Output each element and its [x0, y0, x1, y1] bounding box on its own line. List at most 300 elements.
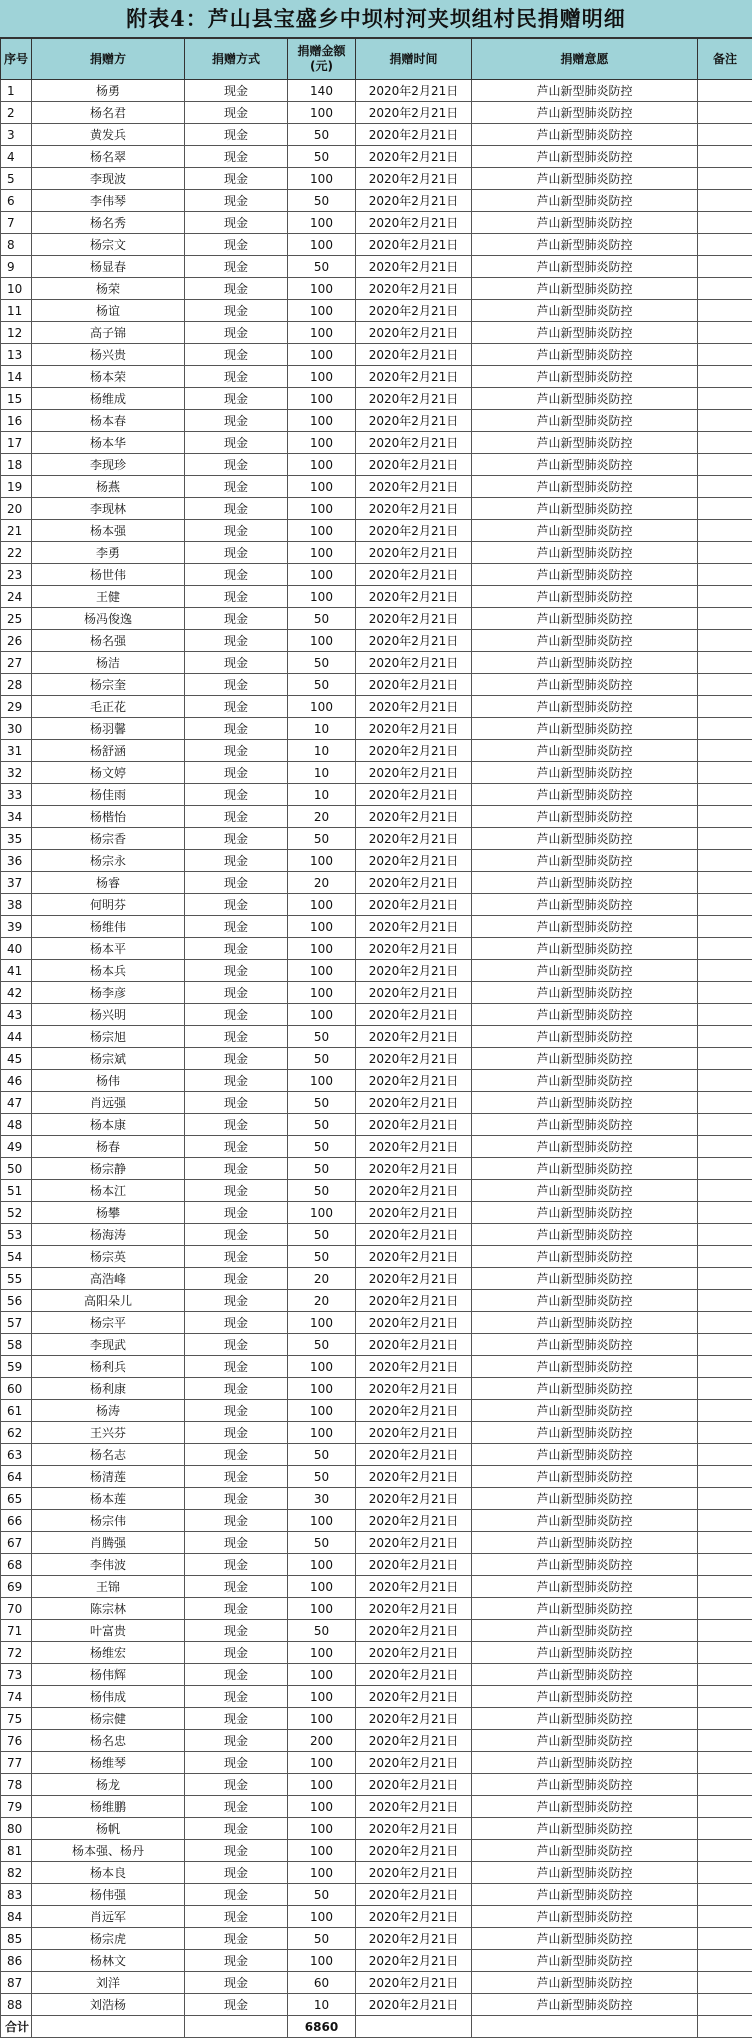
- remarks-cell: [698, 1400, 752, 1422]
- date-cell: 2020年2月21日: [356, 256, 472, 278]
- method-cell: 现金: [185, 1004, 288, 1026]
- seq-cell: 9: [1, 256, 32, 278]
- date-cell: 2020年2月21日: [356, 1928, 472, 1950]
- intent-cell: 芦山新型肺炎防控: [472, 652, 698, 674]
- method-cell: 现金: [185, 80, 288, 102]
- date-cell: 2020年2月21日: [356, 168, 472, 190]
- total-row: [1, 2016, 752, 2038]
- table-row: [1, 1202, 752, 1224]
- table-row: [1, 1642, 752, 1664]
- amount-cell: 10: [288, 718, 356, 740]
- donor-cell: 肖远强: [32, 1092, 185, 1114]
- method-cell: 现金: [185, 916, 288, 938]
- table-row: [1, 432, 752, 454]
- date-cell: 2020年2月21日: [356, 1774, 472, 1796]
- seq-cell: 24: [1, 586, 32, 608]
- intent-cell: 芦山新型肺炎防控: [472, 1048, 698, 1070]
- intent-cell: 芦山新型肺炎防控: [472, 784, 698, 806]
- donor-cell: 杨本莲: [32, 1488, 185, 1510]
- amount-cell: 100: [288, 1818, 356, 1840]
- seq-cell: 59: [1, 1356, 32, 1378]
- header-amount-line1: 捐赠金额: [297, 44, 346, 58]
- table-row: [1, 190, 752, 212]
- donor-cell: 杨楷怡: [32, 806, 185, 828]
- intent-cell: 芦山新型肺炎防控: [472, 1422, 698, 1444]
- seq-cell: 50: [1, 1158, 32, 1180]
- method-cell: 现金: [185, 1312, 288, 1334]
- amount-cell: 100: [288, 960, 356, 982]
- intent-cell: 芦山新型肺炎防控: [472, 564, 698, 586]
- amount-cell: 50: [288, 1444, 356, 1466]
- amount-cell: 30: [288, 1488, 356, 1510]
- donor-cell: 杨龙: [32, 1774, 185, 1796]
- donor-cell: 杨睿: [32, 872, 185, 894]
- seq-cell: 10: [1, 278, 32, 300]
- donor-cell: 杨宗虎: [32, 1928, 185, 1950]
- date-cell: 2020年2月21日: [356, 1158, 472, 1180]
- date-cell: 2020年2月21日: [356, 850, 472, 872]
- table-row: [1, 696, 752, 718]
- intent-cell: 芦山新型肺炎防控: [472, 608, 698, 630]
- method-cell: 现金: [185, 1994, 288, 2016]
- table-row: [1, 124, 752, 146]
- intent-cell: 芦山新型肺炎防控: [472, 168, 698, 190]
- intent-cell: 芦山新型肺炎防控: [472, 1884, 698, 1906]
- amount-cell: 60: [288, 1972, 356, 1994]
- date-cell: 2020年2月21日: [356, 784, 472, 806]
- intent-cell: 芦山新型肺炎防控: [472, 1862, 698, 1884]
- amount-cell: 100: [288, 1708, 356, 1730]
- donor-cell: 王兴芬: [32, 1422, 185, 1444]
- donor-cell: 杨舒涵: [32, 740, 185, 762]
- remarks-cell: [698, 1356, 752, 1378]
- date-cell: 2020年2月21日: [356, 1180, 472, 1202]
- amount-cell: 100: [288, 388, 356, 410]
- method-cell: 现金: [185, 1752, 288, 1774]
- amount-cell: 50: [288, 1114, 356, 1136]
- method-cell: 现金: [185, 432, 288, 454]
- intent-cell: 芦山新型肺炎防控: [472, 1972, 698, 1994]
- table-row: [1, 652, 752, 674]
- amount-cell: 100: [288, 366, 356, 388]
- intent-cell: 芦山新型肺炎防控: [472, 1268, 698, 1290]
- date-cell: 2020年2月21日: [356, 498, 472, 520]
- method-cell: 现金: [185, 1730, 288, 1752]
- seq-cell: 29: [1, 696, 32, 718]
- intent-cell: 芦山新型肺炎防控: [472, 432, 698, 454]
- remarks-cell: [698, 520, 752, 542]
- method-cell: 现金: [185, 982, 288, 1004]
- remarks-cell: [698, 1158, 752, 1180]
- method-cell: 现金: [185, 1422, 288, 1444]
- seq-cell: 13: [1, 344, 32, 366]
- date-cell: 2020年2月21日: [356, 278, 472, 300]
- seq-cell: 49: [1, 1136, 32, 1158]
- seq-cell: 27: [1, 652, 32, 674]
- table-row: [1, 300, 752, 322]
- intent-cell: 芦山新型肺炎防控: [472, 1994, 698, 2016]
- seq-cell: 87: [1, 1972, 32, 1994]
- seq-cell: 77: [1, 1752, 32, 1774]
- table-row: [1, 1334, 752, 1356]
- donor-cell: 黄发兵: [32, 124, 185, 146]
- donor-cell: 刘浩杨: [32, 1994, 185, 2016]
- seq-cell: 43: [1, 1004, 32, 1026]
- table-row: [1, 1928, 752, 1950]
- seq-cell: 36: [1, 850, 32, 872]
- method-cell: 现金: [185, 1378, 288, 1400]
- intent-cell: 芦山新型肺炎防控: [472, 1774, 698, 1796]
- table-row: [1, 1862, 752, 1884]
- table-row: [1, 102, 752, 124]
- table-row: [1, 1092, 752, 1114]
- amount-cell: 100: [288, 1906, 356, 1928]
- amount-cell: 50: [288, 1048, 356, 1070]
- date-cell: 2020年2月21日: [356, 1796, 472, 1818]
- table-row: [1, 344, 752, 366]
- intent-cell: 芦山新型肺炎防控: [472, 1488, 698, 1510]
- seq-cell: 37: [1, 872, 32, 894]
- intent-cell: 芦山新型肺炎防控: [472, 1620, 698, 1642]
- date-cell: 2020年2月21日: [356, 234, 472, 256]
- amount-cell: 100: [288, 278, 356, 300]
- donor-cell: 杨本江: [32, 1180, 185, 1202]
- method-cell: 现金: [185, 828, 288, 850]
- method-cell: 现金: [185, 938, 288, 960]
- remarks-cell: [698, 1246, 752, 1268]
- table-row: [1, 1972, 752, 1994]
- table-row: [1, 212, 752, 234]
- table-row: [1, 1400, 752, 1422]
- amount-cell: 50: [288, 1136, 356, 1158]
- donor-cell: 杨冯俊逸: [32, 608, 185, 630]
- seq-cell: 19: [1, 476, 32, 498]
- amount-cell: 50: [288, 1884, 356, 1906]
- date-cell: 2020年2月21日: [356, 1004, 472, 1026]
- table-row: [1, 718, 752, 740]
- amount-cell: 100: [288, 102, 356, 124]
- intent-cell: 芦山新型肺炎防控: [472, 1532, 698, 1554]
- method-cell: 现金: [185, 762, 288, 784]
- donor-cell: 杨洁: [32, 652, 185, 674]
- intent-cell: 芦山新型肺炎防控: [472, 806, 698, 828]
- remarks-cell: [698, 1026, 752, 1048]
- remarks-cell: [698, 1422, 752, 1444]
- date-cell: 2020年2月21日: [356, 872, 472, 894]
- table-row: [1, 1708, 752, 1730]
- method-cell: 现金: [185, 1136, 288, 1158]
- table-row: [1, 740, 752, 762]
- remarks-cell: [698, 1532, 752, 1554]
- date-cell: 2020年2月21日: [356, 454, 472, 476]
- table-row: [1, 1378, 752, 1400]
- donor-cell: 杨本春: [32, 410, 185, 432]
- donor-cell: 杨本强: [32, 520, 185, 542]
- intent-cell: 芦山新型肺炎防控: [472, 938, 698, 960]
- amount-cell: 50: [288, 674, 356, 696]
- date-cell: 2020年2月21日: [356, 1400, 472, 1422]
- donor-cell: 杨宗伟: [32, 1510, 185, 1532]
- donor-cell: 肖远军: [32, 1906, 185, 1928]
- seq-cell: 82: [1, 1862, 32, 1884]
- date-cell: 2020年2月21日: [356, 1818, 472, 1840]
- remarks-cell: [698, 146, 752, 168]
- date-cell: 2020年2月21日: [356, 190, 472, 212]
- intent-cell: 芦山新型肺炎防控: [472, 1708, 698, 1730]
- intent-cell: 芦山新型肺炎防控: [472, 1950, 698, 1972]
- intent-cell: 芦山新型肺炎防控: [472, 1796, 698, 1818]
- intent-cell: 芦山新型肺炎防控: [472, 366, 698, 388]
- intent-cell: 芦山新型肺炎防控: [472, 586, 698, 608]
- method-cell: 现金: [185, 1554, 288, 1576]
- method-cell: 现金: [185, 124, 288, 146]
- table-row: [1, 982, 752, 1004]
- table-row: [1, 1180, 752, 1202]
- intent-cell: 芦山新型肺炎防控: [472, 1224, 698, 1246]
- method-cell: 现金: [185, 1092, 288, 1114]
- method-cell: 现金: [185, 608, 288, 630]
- donor-cell: 杨林文: [32, 1950, 185, 1972]
- method-cell: 现金: [185, 454, 288, 476]
- remarks-cell: [698, 1202, 752, 1224]
- remarks-cell: [698, 1664, 752, 1686]
- donor-cell: 杨羽馨: [32, 718, 185, 740]
- method-cell: 现金: [185, 1664, 288, 1686]
- table-row: [1, 872, 752, 894]
- donor-cell: 杨春: [32, 1136, 185, 1158]
- table-row: [1, 366, 752, 388]
- method-cell: 现金: [185, 740, 288, 762]
- seq-cell: 80: [1, 1818, 32, 1840]
- date-cell: 2020年2月21日: [356, 1598, 472, 1620]
- seq-cell: 21: [1, 520, 32, 542]
- amount-cell: 100: [288, 1862, 356, 1884]
- method-cell: 现金: [185, 102, 288, 124]
- intent-cell: 芦山新型肺炎防控: [472, 1334, 698, 1356]
- intent-cell: 芦山新型肺炎防控: [472, 190, 698, 212]
- seq-cell: 11: [1, 300, 32, 322]
- amount-cell: 100: [288, 982, 356, 1004]
- method-cell: 现金: [185, 1972, 288, 1994]
- date-cell: 2020年2月21日: [356, 652, 472, 674]
- table-row: [1, 1796, 752, 1818]
- donor-cell: 杨本兵: [32, 960, 185, 982]
- remarks-cell: [698, 1950, 752, 1972]
- intent-cell: 芦山新型肺炎防控: [472, 916, 698, 938]
- method-cell: 现金: [185, 1642, 288, 1664]
- amount-cell: 100: [288, 1686, 356, 1708]
- donor-cell: 杨宗斌: [32, 1048, 185, 1070]
- method-cell: 现金: [185, 652, 288, 674]
- intent-cell: 芦山新型肺炎防控: [472, 1840, 698, 1862]
- amount-cell: 50: [288, 146, 356, 168]
- method-cell: 现金: [185, 542, 288, 564]
- amount-cell: 50: [288, 1026, 356, 1048]
- method-cell: 现金: [185, 1840, 288, 1862]
- seq-cell: 85: [1, 1928, 32, 1950]
- amount-cell: 50: [288, 190, 356, 212]
- seq-cell: 15: [1, 388, 32, 410]
- table-row: [1, 586, 752, 608]
- intent-cell: 芦山新型肺炎防控: [472, 1642, 698, 1664]
- donor-cell: 杨世伟: [32, 564, 185, 586]
- date-cell: 2020年2月21日: [356, 1378, 472, 1400]
- method-cell: 现金: [185, 696, 288, 718]
- seq-cell: 53: [1, 1224, 32, 1246]
- method-cell: 现金: [185, 1290, 288, 1312]
- donor-cell: 杨名强: [32, 630, 185, 652]
- intent-cell: 芦山新型肺炎防控: [472, 1664, 698, 1686]
- method-cell: 现金: [185, 476, 288, 498]
- donor-cell: 杨宗文: [32, 234, 185, 256]
- remarks-cell: [698, 762, 752, 784]
- remarks-cell: [698, 1642, 752, 1664]
- table-row: [1, 1136, 752, 1158]
- remarks-cell: [698, 674, 752, 696]
- remarks-cell: [698, 1906, 752, 1928]
- intent-cell: 芦山新型肺炎防控: [472, 872, 698, 894]
- date-cell: 2020年2月21日: [356, 124, 472, 146]
- remarks-cell: [698, 1510, 752, 1532]
- intent-cell: 芦山新型肺炎防控: [472, 542, 698, 564]
- intent-cell: 芦山新型肺炎防控: [472, 278, 698, 300]
- amount-cell: 50: [288, 1532, 356, 1554]
- donor-cell: 杨清莲: [32, 1466, 185, 1488]
- method-cell: 现金: [185, 1224, 288, 1246]
- amount-cell: 50: [288, 828, 356, 850]
- seq-cell: 12: [1, 322, 32, 344]
- remarks-cell: [698, 234, 752, 256]
- donor-cell: 杨勇: [32, 80, 185, 102]
- seq-cell: 22: [1, 542, 32, 564]
- amount-cell: 100: [288, 498, 356, 520]
- table-row: [1, 1466, 752, 1488]
- remarks-cell: [698, 740, 752, 762]
- remarks-cell: [698, 1334, 752, 1356]
- date-cell: 2020年2月21日: [356, 762, 472, 784]
- amount-cell: 100: [288, 696, 356, 718]
- remarks-cell: [698, 1554, 752, 1576]
- method-cell: 现金: [185, 1070, 288, 1092]
- intent-cell: 芦山新型肺炎防控: [472, 1554, 698, 1576]
- amount-cell: 100: [288, 520, 356, 542]
- seq-cell: 63: [1, 1444, 32, 1466]
- intent-cell: 芦山新型肺炎防控: [472, 1752, 698, 1774]
- table-row: [1, 630, 752, 652]
- seq-cell: 6: [1, 190, 32, 212]
- date-cell: 2020年2月21日: [356, 1664, 472, 1686]
- remarks-cell: [698, 1048, 752, 1070]
- date-cell: 2020年2月21日: [356, 322, 472, 344]
- table-row: [1, 960, 752, 982]
- seq-cell: 57: [1, 1312, 32, 1334]
- seq-cell: 52: [1, 1202, 32, 1224]
- method-cell: 现金: [185, 256, 288, 278]
- amount-cell: 100: [288, 1950, 356, 1972]
- seq-cell: 5: [1, 168, 32, 190]
- table-row: [1, 608, 752, 630]
- method-cell: 现金: [185, 1774, 288, 1796]
- intent-cell: 芦山新型肺炎防控: [472, 740, 698, 762]
- method-cell: 现金: [185, 1466, 288, 1488]
- date-cell: 2020年2月21日: [356, 1268, 472, 1290]
- date-cell: 2020年2月21日: [356, 146, 472, 168]
- remarks-cell: [698, 718, 752, 740]
- remarks-cell: [698, 212, 752, 234]
- donor-cell: 杨名志: [32, 1444, 185, 1466]
- seq-cell: 66: [1, 1510, 32, 1532]
- remarks-cell: [698, 1466, 752, 1488]
- date-cell: 2020年2月21日: [356, 366, 472, 388]
- table-row: [1, 1048, 752, 1070]
- method-cell: 现金: [185, 1444, 288, 1466]
- amount-cell: 100: [288, 344, 356, 366]
- amount-cell: 10: [288, 740, 356, 762]
- seq-cell: 26: [1, 630, 32, 652]
- table-row: [1, 1884, 752, 1906]
- intent-cell: 芦山新型肺炎防控: [472, 1004, 698, 1026]
- date-cell: 2020年2月21日: [356, 718, 472, 740]
- seq-cell: 3: [1, 124, 32, 146]
- date-cell: 2020年2月21日: [356, 696, 472, 718]
- amount-cell: 100: [288, 938, 356, 960]
- method-cell: 现金: [185, 1246, 288, 1268]
- remarks-cell: [698, 344, 752, 366]
- date-cell: 2020年2月21日: [356, 410, 472, 432]
- date-cell: 2020年2月21日: [356, 1356, 472, 1378]
- table-row: [1, 1686, 752, 1708]
- amount-cell: 100: [288, 586, 356, 608]
- table-row: [1, 1488, 752, 1510]
- seq-cell: 64: [1, 1466, 32, 1488]
- remarks-cell: [698, 168, 752, 190]
- amount-cell: 50: [288, 1158, 356, 1180]
- method-cell: 现金: [185, 1796, 288, 1818]
- donor-cell: 杨帆: [32, 1818, 185, 1840]
- donor-cell: 何明芬: [32, 894, 185, 916]
- intent-cell: 芦山新型肺炎防控: [472, 894, 698, 916]
- date-cell: 2020年2月21日: [356, 1708, 472, 1730]
- seq-cell: 25: [1, 608, 32, 630]
- amount-cell: 50: [288, 1620, 356, 1642]
- method-cell: 现金: [185, 1620, 288, 1642]
- amount-cell: 100: [288, 1598, 356, 1620]
- seq-cell: 44: [1, 1026, 32, 1048]
- table-row: [1, 542, 752, 564]
- seq-cell: 1: [1, 80, 32, 102]
- donor-cell: 杨伟成: [32, 1686, 185, 1708]
- seq-cell: 47: [1, 1092, 32, 1114]
- remarks-cell: [698, 1312, 752, 1334]
- amount-cell: 100: [288, 916, 356, 938]
- donor-cell: 李现珍: [32, 454, 185, 476]
- amount-cell: 100: [288, 410, 356, 432]
- donor-cell: 高浩峰: [32, 1268, 185, 1290]
- method-cell: 现金: [185, 806, 288, 828]
- date-cell: 2020年2月21日: [356, 1048, 472, 1070]
- date-cell: 2020年2月21日: [356, 542, 472, 564]
- intent-cell: 芦山新型肺炎防控: [472, 630, 698, 652]
- method-cell: 现金: [185, 190, 288, 212]
- table-row: [1, 410, 752, 432]
- method-cell: 现金: [185, 1356, 288, 1378]
- amount-cell: 100: [288, 1840, 356, 1862]
- date-cell: 2020年2月21日: [356, 982, 472, 1004]
- method-cell: 现金: [185, 1400, 288, 1422]
- intent-cell: 芦山新型肺炎防控: [472, 1246, 698, 1268]
- amount-cell: 20: [288, 806, 356, 828]
- remarks-cell: [698, 1180, 752, 1202]
